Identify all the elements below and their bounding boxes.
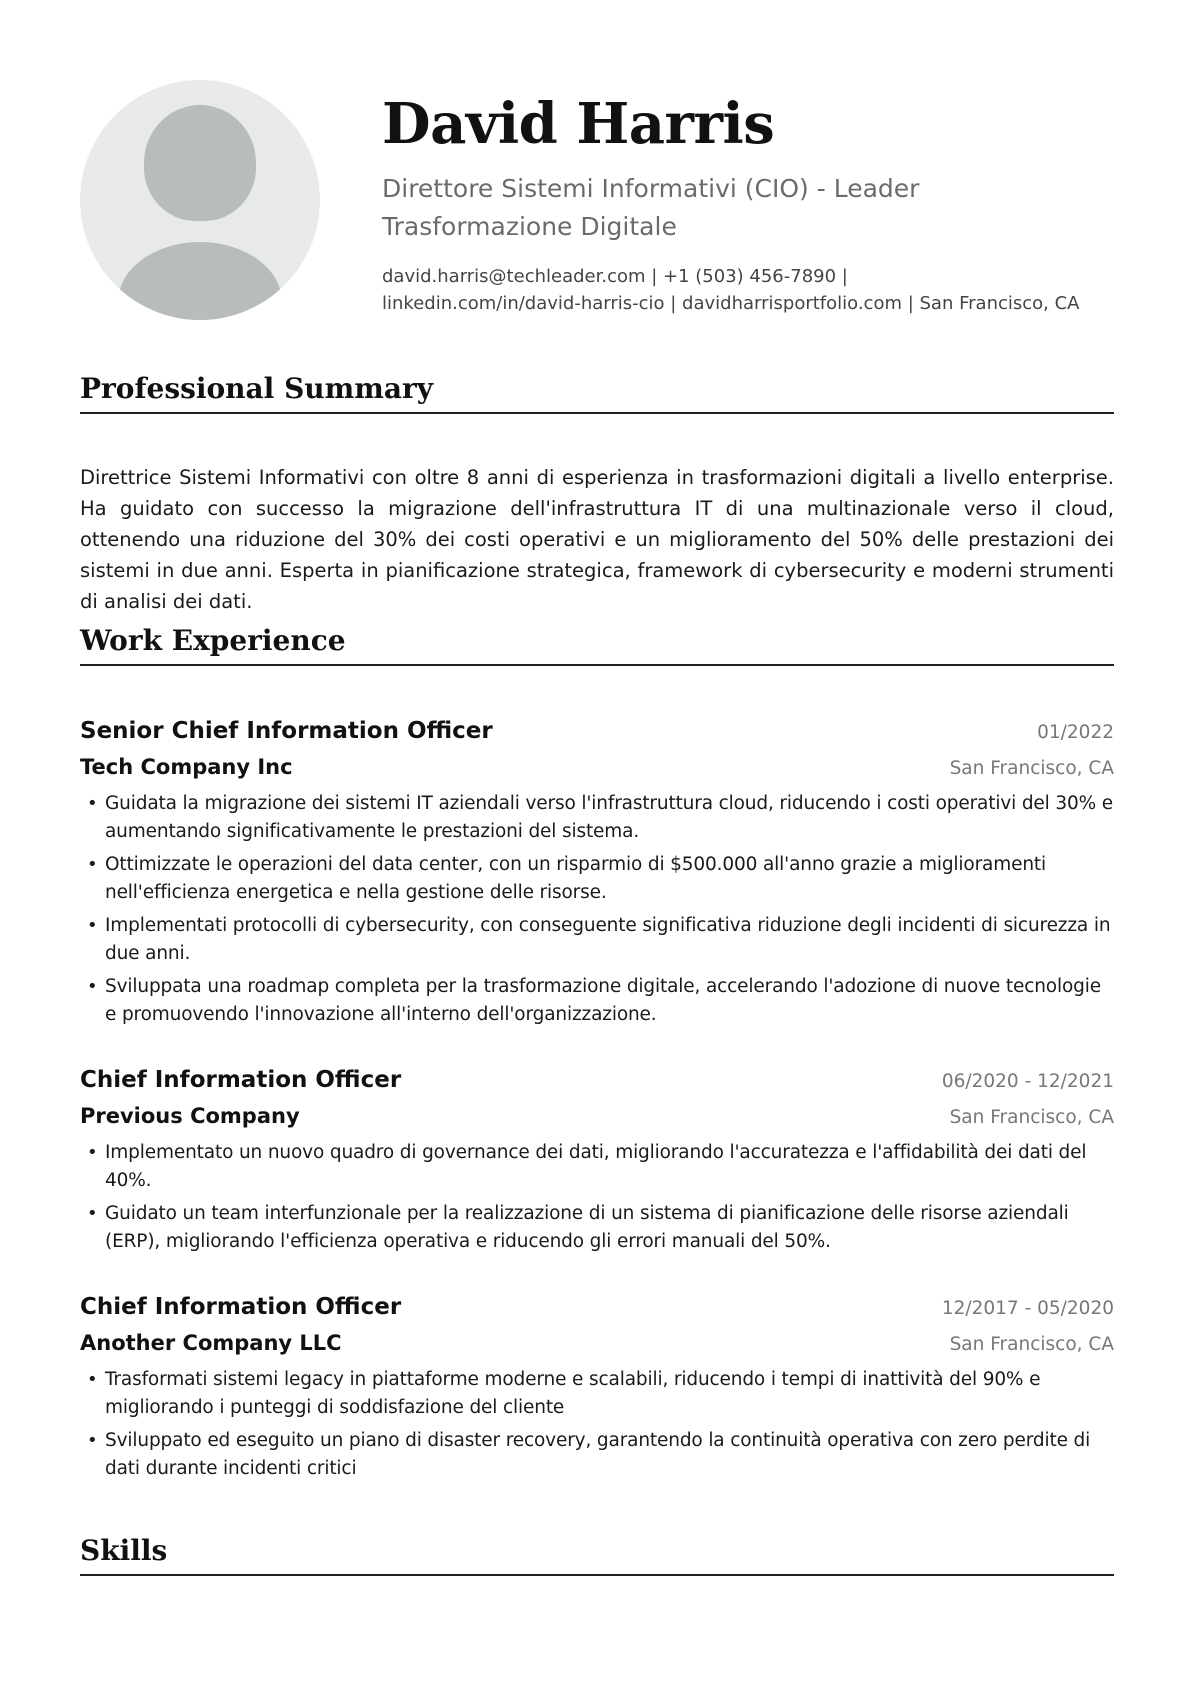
job-company-row: [80, 750, 1114, 786]
job-bullet: • Implementati protocolli di cybersecurity, con conseguente significativa riduzione degli incidenti di sicurezza in due anni.: [80, 912, 1114, 967]
job-bullet: • Implementato un nuovo quadro di governance dei dati, migliorando l'accuratezza e l'affidabilità dei dati del 40%.: [80, 1139, 1114, 1194]
contact-info: [382, 263, 1122, 317]
section-title-skills: Skills: [80, 1532, 1114, 1576]
job-bullets: [80, 1366, 1114, 1482]
job-bullets: [80, 1139, 1114, 1255]
job-bullet: • Sviluppata una roadmap completa per la trasformazione digitale, accelerando l'adozione di nuove tecnologie e promuovendo l'innovazione all'interno dell'organizzazione.: [80, 973, 1114, 1028]
section-title-experience: Work Experience: [80, 622, 1114, 666]
job-location: San Francisco, CA: [949, 1334, 1114, 1355]
contact-line-1: david.harris@techleader.com | +1 (503) 456-7890 |: [382, 266, 848, 287]
job-location: San Francisco, CA: [949, 758, 1114, 779]
job-company: Tech Company Inc: [80, 755, 293, 779]
job-company: Another Company LLC: [80, 1331, 342, 1355]
contact-line-2: linkedin.com/in/david-harris-cio | davidharrisportfolio.com | San Francisco, CA: [382, 293, 1080, 314]
job-entry: [80, 1063, 1114, 1261]
job-company-row: [80, 1326, 1114, 1362]
job-location: San Francisco, CA: [949, 1107, 1114, 1128]
job-date: 12/2017 - 05/2020: [941, 1298, 1114, 1319]
candidate-name: David Harris: [382, 91, 775, 157]
job-date: 06/2020 - 12/2021: [941, 1071, 1114, 1092]
job-header-row: [80, 1290, 1114, 1326]
job-bullet: • Guidato un team interfunzionale per la realizzazione di un sistema di pianificazione delle risorse aziendali (ERP), migliorando l'efficienza operativa e riducendo gli errori manuali del 50%.: [80, 1200, 1114, 1255]
job-title: Chief Information Officer: [80, 1294, 402, 1320]
job-header-row: [80, 714, 1114, 750]
job-bullet: • Ottimizzate le operazioni del data center, con un risparmio di $500.000 all'anno grazie a miglioramenti nell'efficienza energetica e nella gestione delle risorse.: [80, 851, 1114, 906]
job-company: Previous Company: [80, 1104, 300, 1128]
headline-line-2: Trasformazione Digitale: [382, 212, 677, 241]
job-company-row: [80, 1099, 1114, 1135]
avatar-head-shape: [144, 105, 256, 221]
job-bullet: • Trasformati sistemi legacy in piattaforme moderne e scalabili, riducendo i tempi di inattività del 90% e migliorando i punteggi di soddisfazione del cliente: [80, 1366, 1114, 1421]
job-title: Chief Information Officer: [80, 1067, 402, 1093]
avatar-body-shape: [118, 242, 282, 320]
headline-line-1: Direttore Sistemi Informativi (CIO) - Leader: [382, 174, 920, 203]
job-bullet: • Guidata la migrazione dei sistemi IT aziendali verso l'infrastruttura cloud, riducendo i costi operativi del 30% e aumentando significativamente le prestazioni del sistema.: [80, 790, 1114, 845]
job-header-row: [80, 1063, 1114, 1099]
job-date: 01/2022: [1037, 722, 1114, 743]
job-bullet: • Sviluppato ed eseguito un piano di disaster recovery, garantendo la continuità operativa con zero perdite di dati durante incidenti critici: [80, 1427, 1114, 1482]
job-entry: [80, 1290, 1114, 1488]
user-placeholder-icon: [80, 80, 320, 320]
summary-text: Direttrice Sistemi Informativi con oltre 8 anni di esperienza in trasformazioni digitali a livello enterprise. Ha guidato con successo la migrazione dell'infrastruttura IT di una multinazionale verso il cloud, ottenendo una riduzione del 30% dei costi operativi e un miglioramento del 50% delle prestazioni dei sistemi in due anni. Esperta in pianificazione strategica, framework di cybersecurity e moderni strumenti di analisi dei dati.: [80, 466, 1114, 613]
job-title: Senior Chief Information Officer: [80, 718, 493, 744]
job-bullets: [80, 790, 1114, 1028]
job-entry: [80, 714, 1114, 1034]
section-title-summary: Professional Summary: [80, 370, 1114, 414]
candidate-headline: [382, 170, 1022, 246]
